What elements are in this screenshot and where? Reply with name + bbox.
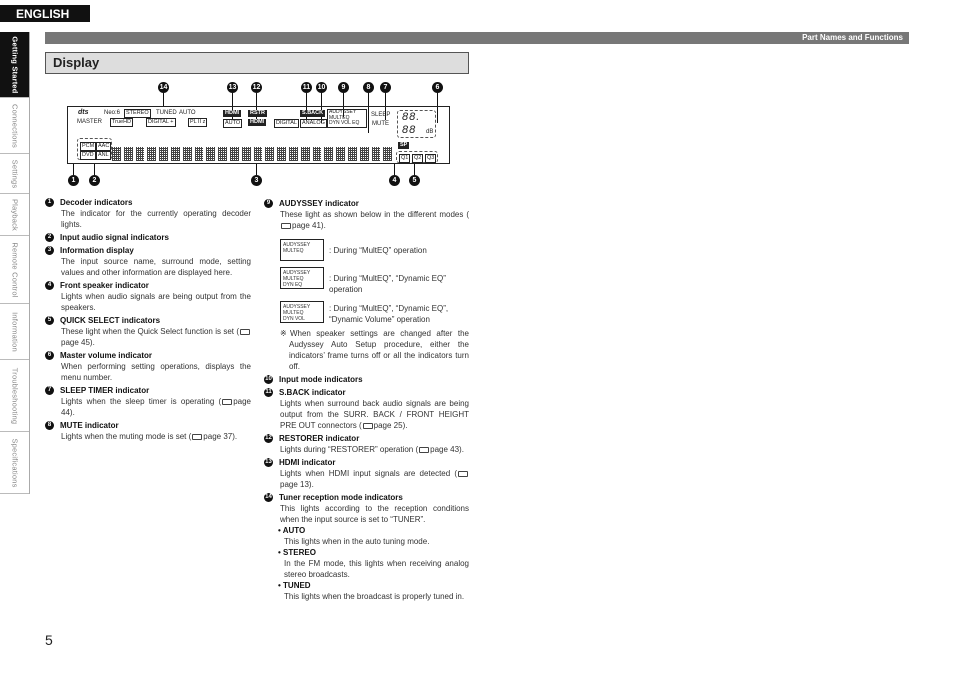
section-title: Part Names and Functions: [802, 33, 903, 42]
item-sleep-timer: 7 SLEEP TIMER indicator Lights when the sleep timer is operating ( page 44).: [45, 385, 251, 418]
side-nav-label: Information: [10, 311, 19, 352]
side-nav-label: Connections: [10, 103, 19, 148]
side-nav-label: Playback: [10, 198, 19, 231]
audyssey-note: ※When speaker settings are changed after the Audyssey Auto Setup procedure, either the indicators’ frame turns off or all the indicators turn off.: [280, 329, 469, 371]
tuner-tuned-label: • TUNED: [278, 581, 311, 590]
hdmi-input-indicator: HDMI: [250, 119, 265, 125]
page-ref-icon: [192, 434, 202, 440]
tuned-indicator: TUNED: [156, 110, 177, 116]
callout-6: 6: [432, 82, 443, 93]
side-nav-item-settings[interactable]: [0, 154, 29, 194]
callout-7: 7: [380, 82, 391, 93]
tuner-stereo-label: • STEREO: [278, 548, 316, 557]
callout-3: 3: [251, 175, 262, 186]
callout-9: 9: [338, 82, 349, 93]
callout-8: 8: [363, 82, 374, 93]
side-nav-item-specifications[interactable]: [0, 432, 29, 494]
audyssey-panel-dynamic-eq: AUDYSSEY MULTEQ DYN EQ: [280, 267, 324, 289]
item-quick-select: 5 QUICK SELECT indicators These light when the Quick Select function is set (page 45).: [45, 315, 251, 348]
item-audyssey: 9 AUDYSSEY indicator These light as shown below in the different modes (page 41). AUDYSSEY MULTEQ : During “MultEQ” operation AUDYSSEY MULTEQ DYN EQ : During “MultEQ”, “Dynamic EQ” operation AUDYSSEY MULTEQ DYN VOL : During “MultEQ”, “Dynamic EQ”, “Dynamic Volume” operation ※When speaker settings are changed after the Audyssey Auto Setup procedure, either the indicators’ frame turns off or all the indicators turn off.: [264, 198, 469, 372]
item-tuner: 14 Tuner reception mode indicators This lights according to the reception conditions when the input source is set to “TUNER”. • AUTO This lights when in the auto tuning mode. • STEREO In the FM mode, this lights when receiving analog stereo broadcasts. • TUNED This lights when the broadcast is properly tuned in.: [265, 493, 469, 601]
callout-1: 1: [68, 175, 79, 186]
stereo-indicator: STEREO: [126, 110, 149, 116]
side-nav-item-connections[interactable]: [0, 98, 29, 154]
callout-12: 12: [252, 84, 261, 91]
item-information-display: 3 Information display The input source name, surround mode, setting values and other information are displayed here.: [45, 245, 251, 278]
quick-select-indicators: Q1 Q2 Q3: [396, 151, 438, 163]
side-nav-item-remote-control[interactable]: [0, 236, 29, 304]
display-diagram: [45, 80, 469, 190]
callout-5: 5: [409, 175, 420, 186]
page-ref-icon: [240, 329, 250, 335]
page-number: 5: [45, 632, 53, 648]
audyssey-panel-multeq: AUDYSSEY MULTEQ: [280, 239, 324, 261]
front-speaker-indicator: SP: [400, 142, 408, 148]
master-volume-indicator: 88. 88 dB: [397, 110, 436, 138]
left-column: [45, 197, 251, 444]
information-display: [112, 147, 392, 161]
item-hdmi: 13 HDMI indicator Lights when HDMI input signals are detected (page 13).: [264, 457, 469, 490]
hdmi-indicator-top: HDMI: [225, 110, 240, 116]
digital-plus-indicator: DIGITAL +: [148, 119, 174, 125]
digital-input-indicator: DIGITAL: [276, 120, 297, 126]
side-nav-item-troubleshooting[interactable]: [0, 360, 29, 432]
pl2z-indicator: PL II z: [190, 119, 206, 125]
auto-input-indicator: AUTO: [225, 120, 241, 126]
section-bar: [45, 32, 909, 44]
item-restorer: 12 RESTORER indicator Lights during “RESTORER” operation ( page 43).: [265, 434, 464, 454]
vfd-panel: [67, 106, 450, 164]
item-mute: 8 MUTE indicator Lights when the muting mode is set ( page 37).: [45, 420, 251, 442]
tuner-auto-label: • AUTO: [278, 526, 306, 535]
neo6-indicator: Neo:6: [104, 110, 121, 116]
master-indicator: MASTER: [77, 119, 103, 125]
item-input-mode: 10 Input mode indicators: [265, 375, 363, 384]
sleep-indicator: SLEEP: [371, 112, 391, 118]
page-ref-icon: [458, 471, 468, 477]
page-title: Display: [45, 52, 469, 74]
right-column: [264, 198, 469, 604]
item-decoder: 1 Decoder indicators The indicator for the currently operating decoder lights.: [45, 197, 251, 230]
side-nav-label: Specifications: [10, 437, 19, 488]
side-nav-item-getting-started[interactable]: [0, 32, 29, 98]
callout-10: 10: [317, 84, 326, 91]
item-sback: 11 S.BACK indicator Lights when surround back audio signals are being output from the SURR. BACK / FRONT HEIGHT PRE OUT connectors ( page 25).: [265, 388, 469, 430]
side-nav-label: Troubleshooting: [10, 367, 19, 424]
callout-14: 14: [159, 84, 168, 91]
sback-indicator: S.BACK: [302, 110, 324, 116]
callout-4: 4: [389, 175, 400, 186]
side-nav-item-playback[interactable]: [0, 194, 29, 236]
audyssey-panel-dynamic-volume: AUDYSSEY MULTEQ DYN VOL: [280, 301, 324, 323]
page-ref-icon: [419, 447, 429, 453]
auto-indicator: AUTO: [179, 110, 196, 116]
page-ref-icon: [222, 399, 232, 405]
audyssey-indicator: AUDYSSEY MULTEQ DYN VOL EQ: [327, 109, 367, 128]
side-nav: [0, 32, 30, 494]
page-ref-icon: [281, 223, 291, 229]
callout-11: 11: [302, 84, 311, 91]
truehd-indicator: TrueHD: [112, 119, 132, 125]
language-tab: ENGLISH: [0, 5, 90, 22]
input-signal-indicators: PCM AAC DVD ANL: [77, 138, 112, 160]
side-nav-label: Settings: [10, 159, 19, 188]
callout-2: 2: [89, 175, 100, 186]
side-nav-item-information[interactable]: [0, 304, 29, 360]
item-input-audio: 2 Input audio signal indicators: [45, 232, 251, 243]
side-nav-label: Getting Started: [10, 35, 19, 94]
item-front-speaker: 4 Front speaker indicator Lights when audio signals are being output from the speakers.: [45, 280, 251, 313]
item-master-volume: 6 Master volume indicator When performing setting operations, displays the menu number.: [45, 350, 251, 383]
analog-input-indicator: ANALOG: [302, 120, 325, 126]
callout-13: 13: [228, 84, 237, 91]
dts-indicator: dts: [78, 109, 89, 116]
restorer-indicator: RSTR: [250, 110, 265, 116]
mute-indicator: MUTE: [372, 121, 389, 127]
page-ref-icon: [363, 423, 373, 429]
side-nav-label: Remote Control: [10, 241, 19, 298]
